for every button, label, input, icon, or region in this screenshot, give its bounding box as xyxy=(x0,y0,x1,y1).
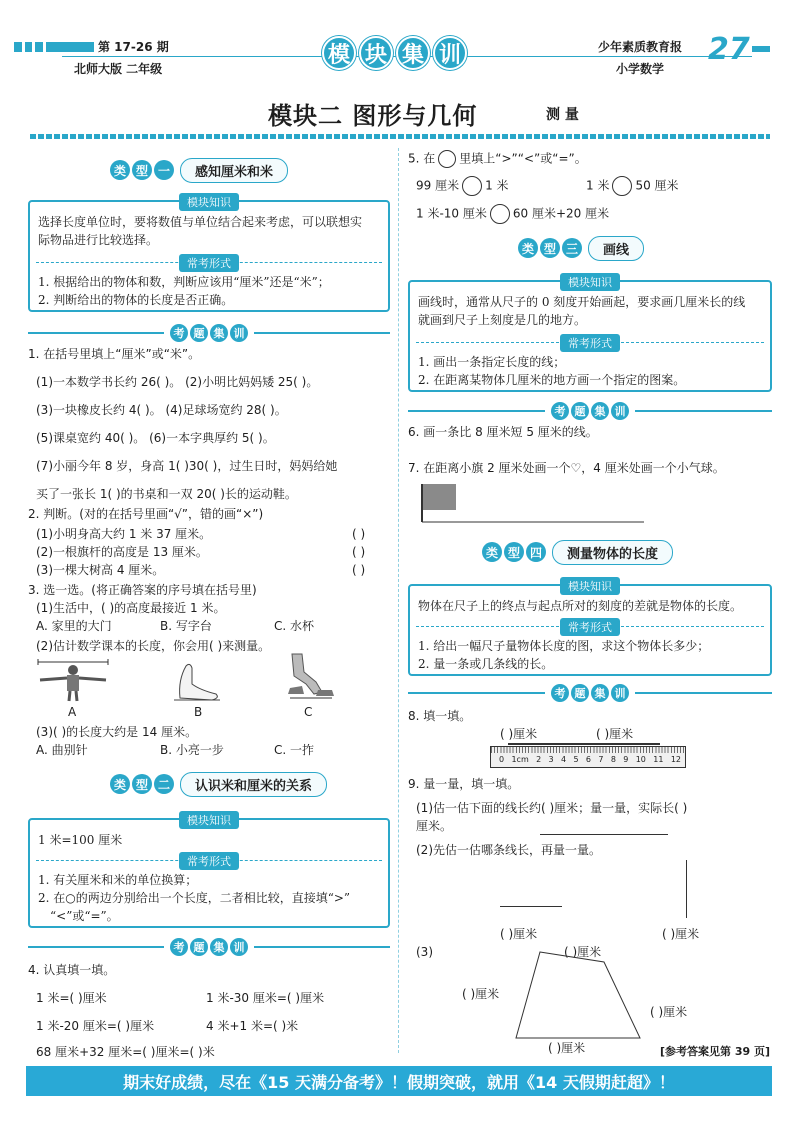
q5-title: 5. 在 里填上“>”“<”或“=”。 xyxy=(408,150,587,168)
q4-item: 1 米-30 厘米=( )厘米 xyxy=(206,991,325,1005)
edition-label: 北师大版 二年级 xyxy=(74,62,163,76)
page-number: 27 xyxy=(708,32,750,67)
type4-title: 测量物体的长度 xyxy=(552,540,673,565)
image-label: B xyxy=(194,705,203,719)
q9-part2: (2)先估一估哪条线长，再量一量。 xyxy=(416,843,601,857)
arm-span-image xyxy=(34,656,112,702)
type3-title: 画线 xyxy=(588,236,644,261)
q5-row: 1 米 50 厘米 xyxy=(586,176,679,196)
common-tag: 常考形式 xyxy=(179,852,239,870)
horizontal-line xyxy=(500,906,562,907)
knowledge-tag: 模块知识 xyxy=(560,273,620,291)
banner-char: 模 xyxy=(322,36,356,70)
q8-label: ( )厘米 xyxy=(500,727,538,741)
q9-part1: (1)估一估下面的线长约( )厘米；量一量，实际长( ) xyxy=(416,801,688,815)
type2-header: 类 型 二 认识米和厘米的关系 xyxy=(110,772,327,796)
image-label: C xyxy=(304,705,313,719)
type1-header: 类 型 一 感知厘米和米 xyxy=(110,158,288,182)
type3-header: 类 型 三 画线 xyxy=(518,236,644,260)
practice-header: 考 题 集 训 xyxy=(28,938,390,956)
flag-icon xyxy=(418,480,648,524)
banner-char: 集 xyxy=(396,36,430,70)
q2-answer-paren[interactable]: ( ) xyxy=(352,563,366,577)
knowledge-tag: 模块知识 xyxy=(560,577,620,595)
column-divider xyxy=(398,148,399,1053)
q5-row: 99 厘米 1 米 xyxy=(416,176,509,196)
q1-line: (1)一本数学书长约 26( )。 (2)小明比妈妈矮 25( )。 xyxy=(36,375,319,389)
q4-item: 1 米=( )厘米 xyxy=(36,991,107,1005)
q1-line: 买了一张长 1( )的书桌和一双 20( )长的运动鞋。 xyxy=(36,487,297,501)
practice-header: 考 题 集 训 xyxy=(408,684,772,702)
type2-knowledge-box: 模块知识 1 米=100 厘米 常考形式 1. 有关厘米和米的单位换算； 2. 在○的两边分别给出一个长度，二者相比较，直接填“>” “<”或“=”。 xyxy=(28,818,390,928)
q3-option: A. 家里的大门 xyxy=(36,619,112,633)
title-divider xyxy=(30,134,770,139)
q1-title: 1. 在括号里填上“厘米”或“米”。 xyxy=(28,347,201,361)
type1-title: 感知厘米和米 xyxy=(180,158,288,183)
measured-line xyxy=(508,743,592,745)
type2-title: 认识米和厘米的关系 xyxy=(180,772,327,797)
measured-line xyxy=(592,743,660,745)
q3-option: B. 写字台 xyxy=(160,619,212,633)
header-banner xyxy=(322,36,467,72)
q1-line: (7)小丽今年 8 岁，身高 1( )30( )，过生日时，妈妈给她 xyxy=(36,459,338,473)
image-label: A xyxy=(68,705,77,719)
q3-option: B. 小亮一步 xyxy=(160,743,224,757)
q9-label: ( )厘米 xyxy=(548,1041,586,1055)
q7-title: 7. 在距离小旗 2 厘米处画一个♡，4 厘米处画一个小气球。 xyxy=(408,461,725,475)
compare-circle-icon xyxy=(438,150,456,168)
q2-answer-paren[interactable]: ( ) xyxy=(352,545,366,559)
q5-row: 1 米-10 厘米 60 厘米+20 厘米 xyxy=(416,204,609,224)
header-stripe-right xyxy=(752,46,770,52)
q1-line: (3)一块橡皮长约 4( )。 (4)足球场宽约 28( )。 xyxy=(36,403,287,417)
q9-label: ( )厘米 xyxy=(462,987,500,1001)
answer-circle[interactable] xyxy=(612,176,632,196)
q8-label: ( )厘米 xyxy=(596,727,634,741)
page-title: 模块二 图形与几何 xyxy=(268,102,478,130)
q1-line: (5)课桌宽约 40( )。 (6)一本字典厚约 5( )。 xyxy=(36,431,275,445)
q4-item: 1 米-20 厘米=( )厘米 xyxy=(36,1019,155,1033)
knowledge-tag: 模块知识 xyxy=(179,193,239,211)
q3-part3: (3)( )的长度大约是 14 厘米。 xyxy=(36,725,198,739)
q9-part1-cont: 厘米。 xyxy=(416,819,453,833)
practice-header: 考 题 集 训 xyxy=(28,324,390,342)
practice-header: 考 题 集 训 xyxy=(408,402,772,420)
issue-label: 第 17-26 期 xyxy=(98,40,169,54)
q2-item: (1)小明身高大约 1 米 37 厘米。 xyxy=(36,527,212,541)
q9-label: ( )厘米 xyxy=(662,927,700,941)
q4-item: 68 厘米+32 厘米=( )厘米=( )米 xyxy=(36,1045,215,1059)
paper-name: 少年素质教育报 xyxy=(598,40,683,54)
q3-option: A. 曲别针 xyxy=(36,743,88,757)
type3-knowledge-box: 模块知识 画线时，通常从尺子的 0 刻度开始画起，要求画几厘米长的线 就画到尺子上刻度是几的地方。 常考形式 1. 画出一条指定长度的线； 2. 在距离某物体几厘米的地方画一个指定的图案。 xyxy=(408,280,772,392)
answer-reference: [参考答案见第 39 页] xyxy=(660,1045,771,1058)
estimate-line xyxy=(540,834,668,835)
q9-label: ( )厘米 xyxy=(650,1005,688,1019)
q6-title: 6. 画一条比 8 厘米短 5 厘米的线。 xyxy=(408,425,598,439)
common-tag: 常考形式 xyxy=(560,334,620,352)
answer-circle[interactable] xyxy=(490,204,510,224)
q3-part1: (1)生活中，( )的高度最接近 1 米。 xyxy=(36,601,226,615)
q4-item: 4 米+1 米=( )米 xyxy=(206,1019,299,1033)
footer-text: 期末好成绩，尽在《15 天满分备考》！假期突破，就用《14 天假期赶超》！ xyxy=(123,1072,675,1092)
knowledge-tag: 模块知识 xyxy=(179,811,239,829)
q2-item: (2)一根旗杆的高度是 13 厘米。 xyxy=(36,545,208,559)
quadrilateral-shape xyxy=(512,948,652,1042)
page-subtitle: 测 量 xyxy=(546,107,579,123)
q3-part2: (2)估计数学课本的长度，你会用( )来测量。 xyxy=(36,639,271,653)
subject-label: 小学数学 xyxy=(616,62,665,76)
step-image xyxy=(282,652,338,700)
answer-circle[interactable] xyxy=(462,176,482,196)
hand-span-image xyxy=(172,660,222,702)
q3-title: 3. 选一选。(将正确答案的序号填在括号里) xyxy=(28,583,257,597)
q9-label: ( )厘米 xyxy=(564,945,602,959)
q9-title: 9. 量一量，填一填。 xyxy=(408,777,520,791)
q2-answer-paren[interactable]: ( ) xyxy=(352,527,366,541)
banner-char: 训 xyxy=(433,36,467,70)
q9-label: ( )厘米 xyxy=(500,927,538,941)
header-stripes-left xyxy=(14,42,94,52)
q4-title: 4. 认真填一填。 xyxy=(28,963,116,977)
footer-banner xyxy=(26,1066,772,1096)
ruler: 0 1cm 2 3 4 5 6 7 8 9 10 11 12 xyxy=(490,746,686,768)
q9-part3: (3) xyxy=(416,945,433,959)
common-tag: 常考形式 xyxy=(179,254,239,272)
q3-option: C. 一拃 xyxy=(274,743,315,757)
q2-title: 2. 判断。(对的在括号里画“√”，错的画“×”) xyxy=(28,507,264,521)
type4-header: 类 型 四 测量物体的长度 xyxy=(482,540,673,564)
type1-knowledge-box: 模块知识 选择长度单位时，要将数值与单位结合起来考虑，可以联想实 际物品进行比较选择。 常考形式 1. 根据给出的物体和数，判断应该用“厘米”还是“米”； 2. 判断给出的物体的长度是否正确。 xyxy=(28,200,390,312)
q8-title: 8. 填一填。 xyxy=(408,709,472,723)
banner-char: 块 xyxy=(359,36,393,70)
type4-knowledge-box: 模块知识 物体在尺子上的终点与起点所对的刻度的差就是物体的长度。 常考形式 1. 给出一幅尺子量物体长度的图，求这个物体长多少； 2. 量一条或几条线的长。 xyxy=(408,584,772,676)
q2-item: (3)一棵大树高 4 厘米。 xyxy=(36,563,165,577)
vertical-line xyxy=(686,860,687,918)
q3-option: C. 水杯 xyxy=(274,619,315,633)
common-tag: 常考形式 xyxy=(560,618,620,636)
